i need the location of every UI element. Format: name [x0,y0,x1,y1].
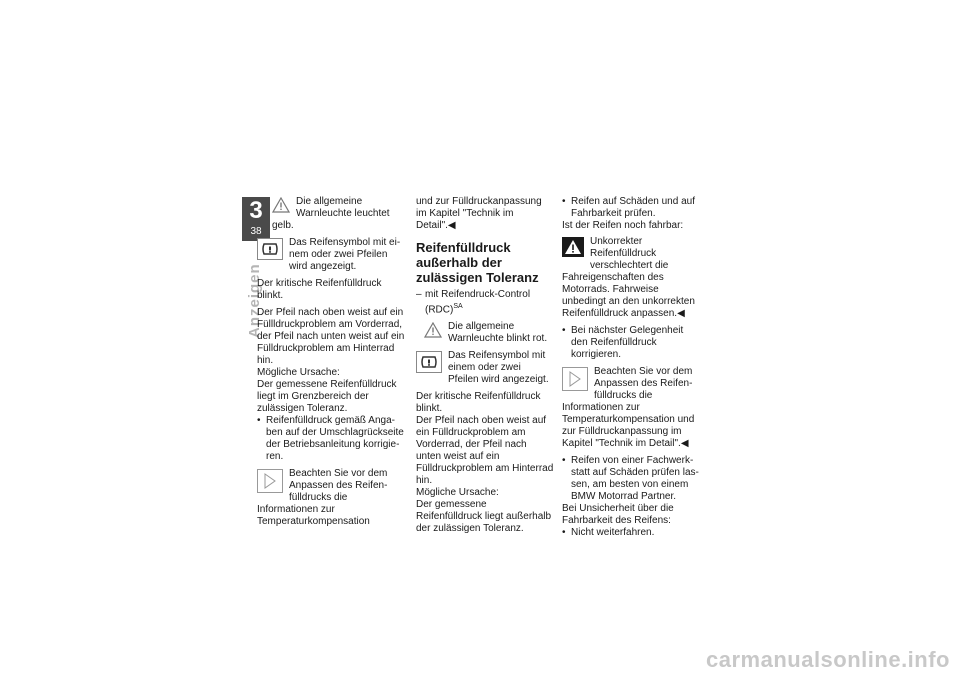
paragraph: Der Pfeil nach oben weist auf ein Fülldruckproblem am Vorderrad, der Pfeil nach unten weist auf ein Fülldruckproblem am Hinterrad hin. [416,415,554,487]
tire-pressure-symbol-block: Das Reifensymbol mit einem oder zwei Pfeilen wird angezeigt. [416,350,554,386]
warning-light-yellow: Die allgemeine Warnleuchte leuchtet gelb. [272,196,390,231]
warning-block: Unkorrekter Reifenfülldruck verschlechtert die Fahreigenschaften des Motorrads. Fahrweise unbedingt an den unkorrekten Reifenfülldruck anpassen.◀ [562,236,695,319]
equipment-option: – mit Reifendruck-Control (RDC)$^{SA}$ [416,289,554,316]
note-arrow-icon [257,469,283,497]
note-block: Beachten Sie vor dem Anpassen des Reifenfülldrucks die Informationen zur Temperaturkompensation [257,468,388,527]
warning-triangle-outline-icon [272,197,290,217]
paragraph: Der gemessene Reifenfülldruck liegt außerhalb der zulässigen Toleranz. [416,499,552,535]
column-3 [562,196,700,544]
paragraph: Der Pfeil nach oben weist auf ein Füllldruckproblem am Vorderrad, der Pfeil nach unten weist auf ein Fülldruckproblem am Hinterrad hin. [257,307,405,366]
warning-triangle-filled-icon [562,237,584,261]
paragraph: Mögliche Ursache: [416,487,499,499]
paragraph: Der gemessene Reifenfülldruck liegt im Grenzbereich der zulässigen Toleranz. [257,379,397,414]
note-arrow-icon [562,367,588,395]
column-2 [416,196,554,540]
tire-pressure-icon [416,351,442,377]
column-1 [257,196,405,533]
list-item: • Reifen auf Schäden und auf Fahrbarkeit prüfen. [562,196,700,220]
page-number: 38 [250,226,262,237]
option-superscript: SA [453,303,463,310]
list-item: • Reifenfülldruck gemäß Angaben auf der Umschlagrückseite der Betriebsanleitung korrigieren. [257,415,405,463]
section-heading: Reifenfülldruck außerhalb der zulässigen Toleranz [416,240,539,285]
paragraph: Mögliche Ursache: [257,367,340,378]
paragraph: Der kritische Reifenfülldruck blinkt. [257,278,382,301]
paragraph: Ist der Reifen noch fahrbar: [562,220,684,231]
paragraph: und zur Fülldruckanpassung im Kapitel "Technik im Detail".◀ [416,196,542,231]
watermark: carmanualsonline.info [706,647,950,672]
paragraph: Der kritische Reifenfülldruck blinkt. [416,391,541,415]
list-item: • Bei nächster Gelegenheit den Reifenfülldruck korrigieren. [562,325,700,361]
section-label: Anzeigen [246,263,263,338]
warning-triangle-outline-icon [424,322,442,342]
list-item: • Reifen von einer Fachwerkstatt auf Schäden prüfen lassen, am besten von einem BMW Motorrad Partner. [562,455,700,503]
tire-pressure-icon [257,238,283,264]
tire-pressure-symbol-block: Das Reifensymbol mit einem oder zwei Pfeilen wird angezeigt. [257,237,405,273]
list-item: • Nicht weiterfahren. [562,527,700,539]
paragraph: Bei Unsicherheit über die Fahrbarkeit des Reifens: [562,503,674,526]
warning-light-red: Die allgemeine Warnleuchte blinkt rot. [424,321,554,345]
note-block: Beachten Sie vor dem Anpassen des Reifenfülldrucks die Informationen zur Temperaturkompensation und zur Fülldruckanpassung im Kapitel "Technik im Detail".◀ [562,366,695,449]
chapter-number: 3 [249,197,263,224]
